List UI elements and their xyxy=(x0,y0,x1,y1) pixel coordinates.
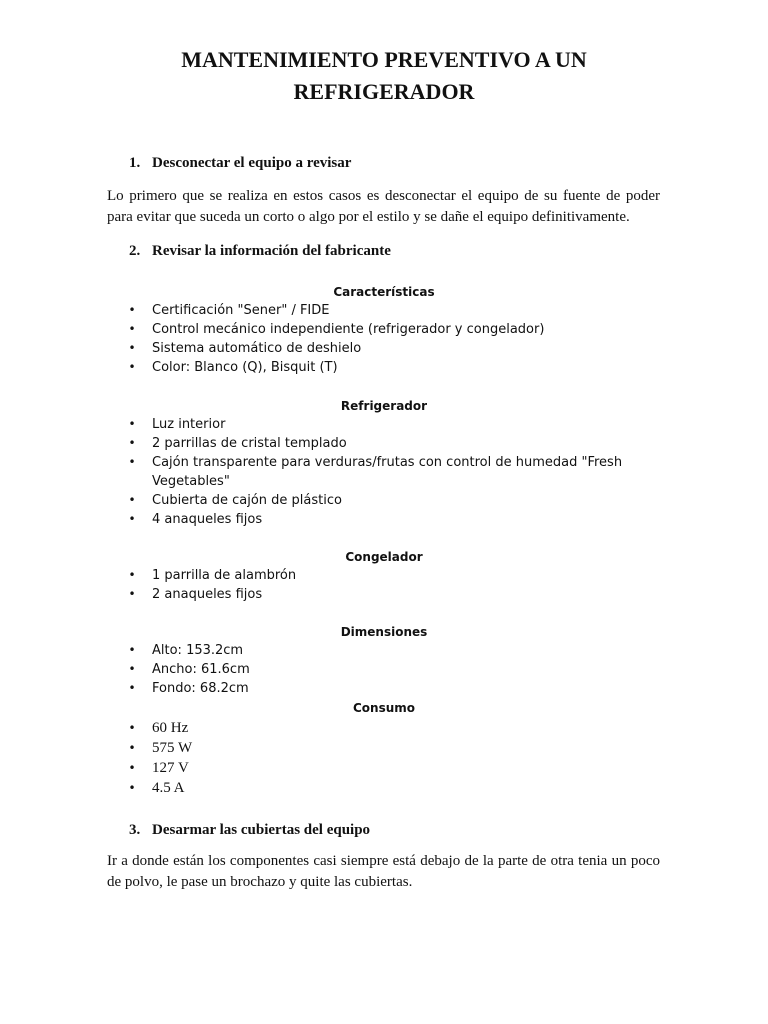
title-line-1: MANTENIMIENTO PREVENTIVO A UN xyxy=(181,47,587,72)
list-item: • Fondo: 68.2cm xyxy=(128,681,249,696)
bullet-icon: • xyxy=(128,303,136,317)
refrigerador-list xyxy=(0,415,640,529)
bullet-icon: • xyxy=(128,741,136,755)
consumo-subheading: Consumo xyxy=(352,701,416,715)
bullet-icon: • xyxy=(128,493,136,507)
bullet-icon: • xyxy=(128,417,136,431)
bullet-icon: • xyxy=(128,568,136,582)
congelador-subheading: Congelador xyxy=(345,550,423,564)
step-1-paragraph xyxy=(107,186,660,228)
list-item: • Ancho: 61.6cm xyxy=(128,662,250,677)
bullet-icon: • xyxy=(128,781,136,795)
refrigerador-subheading: Refrigerador xyxy=(340,399,428,413)
caracteristicas-list xyxy=(0,301,640,377)
step-2-number: 2. xyxy=(129,243,141,259)
bullet-icon: • xyxy=(128,436,136,450)
list-item: • Certificación "Sener" / FIDE xyxy=(128,303,330,318)
title-line-2: REFRIGERADOR xyxy=(293,79,475,104)
list-item: • Color: Blanco (Q), Bisquit (T) xyxy=(128,360,338,375)
bullet-icon: • xyxy=(128,761,136,775)
step-3-heading xyxy=(129,821,370,839)
list-item: • 4.5 A xyxy=(128,780,185,796)
list-item: • 2 parrillas de cristal templado xyxy=(128,436,347,451)
list-item: • 575 W xyxy=(128,740,193,756)
bullet-icon: • xyxy=(128,681,136,695)
step-2-heading xyxy=(129,242,391,260)
dimensiones-subheading: Dimensiones xyxy=(340,625,428,639)
dimensiones-list xyxy=(0,641,640,698)
step-3-paragraph-line-1: Ir a donde están los componentes casi siempre está debajo de la parte de otra tenia un poco xyxy=(107,853,660,869)
bullet-icon: • xyxy=(128,512,136,526)
list-item: • 1 parrilla de alambrón xyxy=(128,568,297,583)
bullet-icon: • xyxy=(128,662,136,676)
list-item: • 127 V xyxy=(128,760,189,776)
list-item: • Cajón transparente para verduras/frutas con control de humedad "Fresh Vegetables" xyxy=(128,455,623,489)
bullet-icon: • xyxy=(128,455,136,469)
list-item: • Sistema automático de deshielo xyxy=(128,341,362,356)
step-2-heading-text: Revisar la información del fabricante xyxy=(152,243,391,259)
step-1-heading-text: Desconectar el equipo a revisar xyxy=(152,155,352,171)
bullet-icon: • xyxy=(128,341,136,355)
step-1-paragraph-line-1: Lo primero que se realiza en estos casos es desconectar el equipo de su fuente de poder xyxy=(107,188,660,204)
list-item: • 4 anaqueles fijos xyxy=(128,512,263,527)
bullet-icon: • xyxy=(128,721,136,735)
congelador-list xyxy=(0,566,640,604)
list-item: • Luz interior xyxy=(128,417,226,432)
list-item: • Control mecánico independiente (refrigerador y congelador) xyxy=(128,322,545,337)
list-item: • Alto: 153.2cm xyxy=(128,643,244,658)
step-3-heading-text: Desarmar las cubiertas del equipo xyxy=(152,822,371,838)
step-3-paragraph xyxy=(107,851,660,893)
step-1-paragraph-line-2: para evitar que suceda un corto o algo por el estilo y se dañe el equipo definitivamente. xyxy=(107,209,630,225)
list-item: • 2 anaqueles fijos xyxy=(128,587,263,602)
step-3-number: 3. xyxy=(129,822,141,838)
step-3-paragraph-line-2: de polvo, le pase un brochazo y quite las cubiertas. xyxy=(107,874,413,890)
step-1-heading xyxy=(129,154,351,172)
list-item: • Cubierta de cajón de plástico xyxy=(128,493,342,508)
step-1-number: 1. xyxy=(129,155,141,171)
bullet-icon: • xyxy=(128,587,136,601)
caracteristicas-subheading: Características xyxy=(333,285,435,299)
consumo-list xyxy=(0,718,640,798)
list-item: • 60 Hz xyxy=(128,720,189,736)
bullet-icon: • xyxy=(128,322,136,336)
document-title xyxy=(100,44,668,108)
bullet-icon: • xyxy=(128,643,136,657)
bullet-icon: • xyxy=(128,360,136,374)
